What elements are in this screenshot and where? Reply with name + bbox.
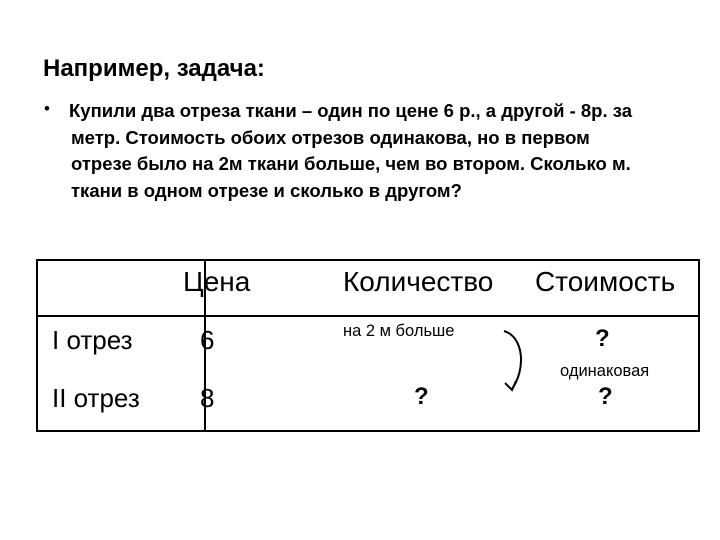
cost-note: одинаковая [560, 362, 650, 380]
price-first: 6 [200, 325, 215, 355]
row-label-first: I отрез [52, 325, 133, 355]
quantity-second: ? [414, 383, 429, 410]
curved-arrow-icon [500, 325, 540, 395]
row-divider [38, 315, 698, 317]
problem-line: метр. Стоимость обоих отрезов одинакова, но в первом [71, 126, 590, 148]
problem-text [69, 98, 699, 204]
cost-first: ? [595, 325, 610, 352]
header-cost: Стоимость [535, 266, 676, 297]
problem-line: отрезе было на 2м ткани больше, чем во втором. Сколько м. [71, 153, 631, 174]
cost-second: ? [598, 383, 613, 410]
header-quantity: Количество [343, 266, 494, 297]
problem-line: ткани в одном отрезе и сколько в другом? [71, 179, 462, 201]
quantity-first: на 2 м больше [343, 322, 455, 340]
problem-line: Купили два отреза ткани – один по цене 6 р., а другой - 8р. за [69, 100, 633, 121]
bullet-icon: • [44, 99, 50, 118]
price-second: 8 [200, 383, 215, 413]
header-price: Цена [183, 266, 251, 297]
slide-title: Например, задача: [43, 55, 265, 82]
row-label-second: II отрез [52, 383, 140, 413]
